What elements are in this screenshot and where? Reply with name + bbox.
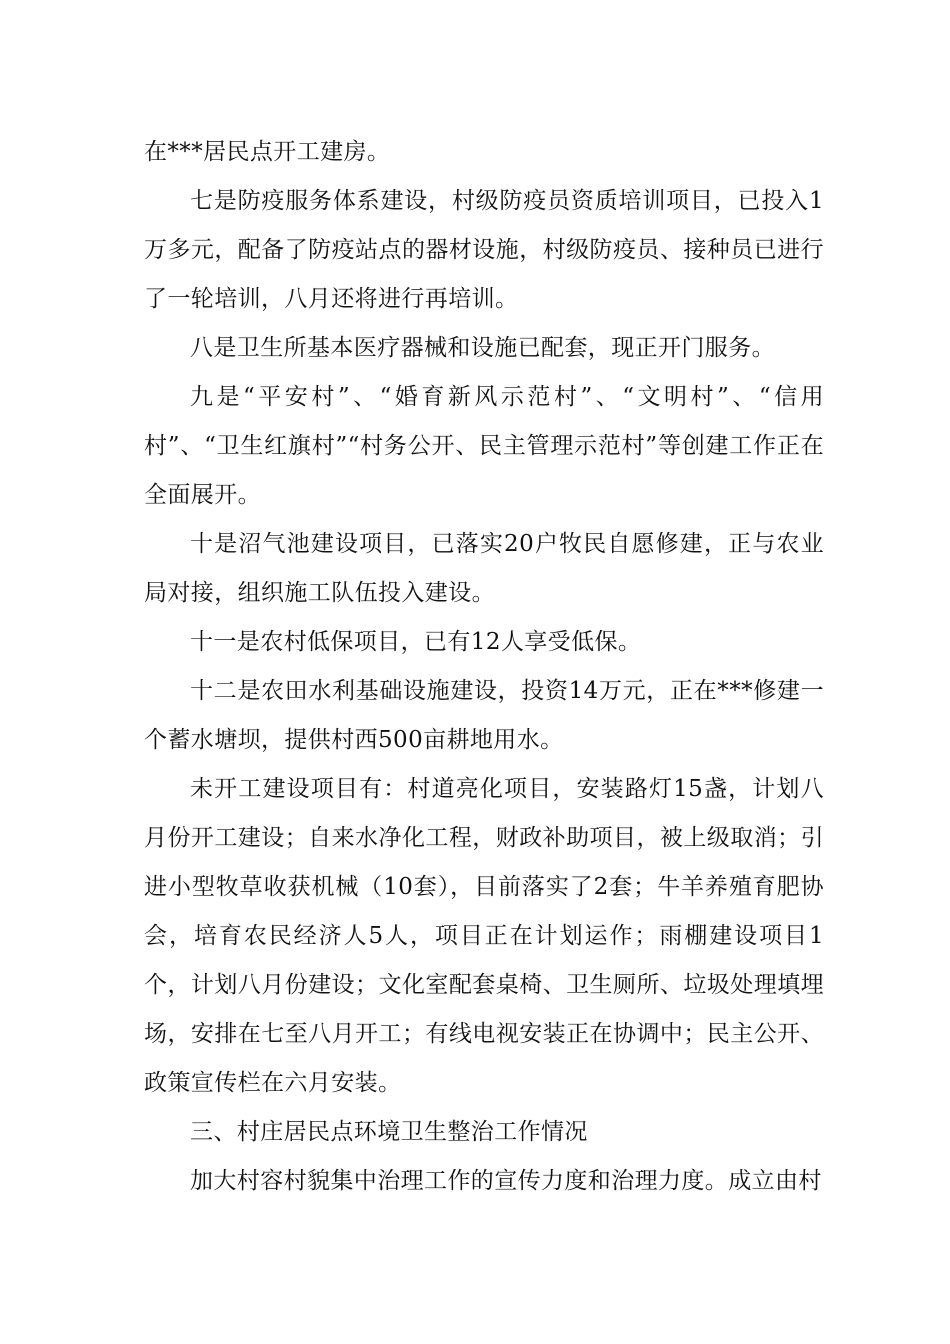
- paragraph-item-twelve: 十二是农田水利基础设施建设，投资14万元，正在***修建一个蓄水塘坝，提供村西500亩耕地用水。: [144, 678, 824, 753]
- document-body: [144, 128, 824, 1206]
- paragraph-item-eight: 八是卫生所基本医疗器械和设施已配套，现正开门服务。: [190, 335, 775, 361]
- paragraph-item-ten: 十是沼气池建设项目，已落实20户牧民自愿修建，正与农业局对接，组织施工队伍投入建设。: [144, 531, 824, 606]
- paragraph-item-eleven: 十一是农村低保项目，已有12人享受低保。: [190, 629, 642, 655]
- section-heading-three: 三、村庄居民点环境卫生整治工作情况: [190, 1119, 588, 1145]
- paragraph-unstarted-projects: 未开工建设项目有：村道亮化项目，安装路灯15盏，计划八月份开工建设；自来水净化工程，财政补助项目，被上级取消；引进小型牧草收获机械（10套），目前落实了2套；牛羊养殖育肥协会，培育农民经济人5人，项目正在计划运作；雨棚建设项目1个，计划八月份建设；文化室配套桌椅、卫生厕所、垃圾处理填埋场，安排在七至八月开工；有线电视安装正在协调中；民主公开、政策宣传栏在六月安装。: [144, 776, 824, 1096]
- paragraph-item-nine: 九是“平安村”、“婚育新风示范村”、“文明村”、“信用村”、“卫生红旗村”“村务公开、民主管理示范村”等创建工作正在全面展开。: [144, 384, 824, 508]
- paragraph-continuation: 在***居民点开工建房。: [144, 139, 391, 165]
- paragraph-item-seven: 七是防疫服务体系建设，村级防疫员资质培训项目，已投入1万多元，配备了防疫站点的器材设施，村级防疫员、接种员已进行了一轮培训，八月还将进行再培训。: [144, 188, 824, 312]
- paragraph-section-three-body: 加大村容村貌集中治理工作的宣传力度和治理力度。成立由村: [190, 1168, 822, 1194]
